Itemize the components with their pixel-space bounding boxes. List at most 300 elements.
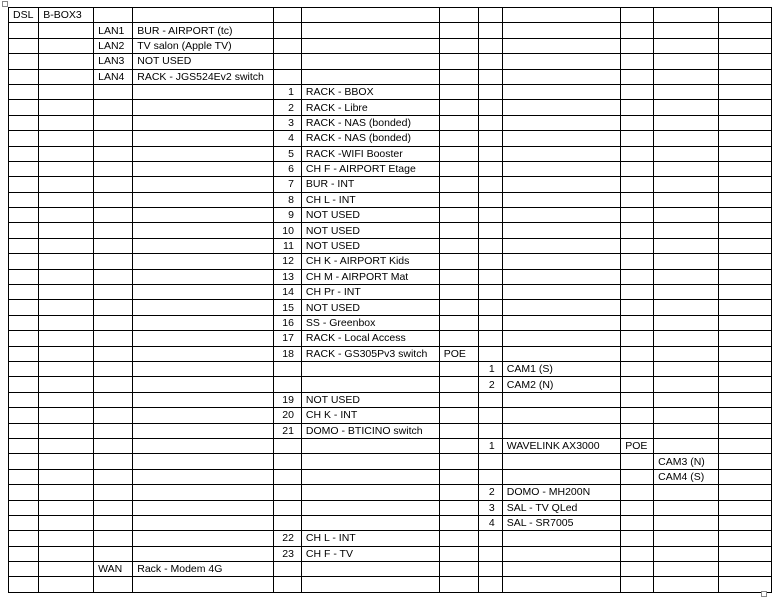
table-cell [133,131,274,146]
table-cell [654,23,719,38]
table-cell: 5 [273,146,301,161]
table-cell [478,131,502,146]
table-cell [9,469,39,484]
table-cell: 1 [478,438,502,453]
table-cell [9,254,39,269]
table-cell [9,377,39,392]
table-cell [94,192,133,207]
table-cell [439,8,478,23]
table-cell [654,485,719,500]
table-cell: BUR - INT [301,177,439,192]
table-cell [719,423,772,438]
table-row [9,100,772,115]
table-cell [94,315,133,330]
table-cell [654,223,719,238]
table-cell [719,208,772,223]
table-cell: SAL - TV QLed [502,500,620,515]
table-cell [621,54,654,69]
table-cell: 14 [273,285,301,300]
table-cell [621,408,654,423]
table-cell [654,392,719,407]
table-cell [273,469,301,484]
table-cell [39,454,94,469]
table-cell [273,377,301,392]
table-cell: CAM2 (N) [502,377,620,392]
table-cell [478,254,502,269]
table-cell [719,254,772,269]
table-cell [478,69,502,84]
table-cell [621,177,654,192]
table-cell [39,223,94,238]
table-cell [273,515,301,530]
table-cell [9,161,39,176]
table-cell [39,23,94,38]
table-cell: 4 [478,515,502,530]
table-cell [94,377,133,392]
table-cell [654,161,719,176]
table-cell [94,361,133,376]
table-cell [133,238,274,253]
table-cell [478,562,502,577]
table-cell [654,408,719,423]
table-cell [94,254,133,269]
table-cell [9,438,39,453]
table-cell [654,54,719,69]
table-cell: RACK - JGS524Ev2 switch [133,69,274,84]
table-cell [502,146,620,161]
table-cell [478,54,502,69]
table-cell [94,177,133,192]
table-cell: CH L - INT [301,531,439,546]
table-cell [478,392,502,407]
table-cell [133,515,274,530]
table-cell [502,38,620,53]
table-row [9,377,772,392]
table-cell [133,546,274,561]
table-cell [133,408,274,423]
table-cell [719,315,772,330]
table-cell [133,438,274,453]
table-cell [654,208,719,223]
table-cell [502,346,620,361]
table-cell [133,223,274,238]
table-cell [502,238,620,253]
table-cell [301,577,439,592]
table-cell [273,69,301,84]
table-cell [621,577,654,592]
table-cell [654,346,719,361]
table-cell [9,485,39,500]
table-cell [621,562,654,577]
table-cell [502,177,620,192]
table-cell [39,531,94,546]
table-cell [502,223,620,238]
table-cell [719,500,772,515]
table-cell [502,423,620,438]
table-cell [39,146,94,161]
table-row [9,408,772,423]
table-cell [9,408,39,423]
table-cell [439,331,478,346]
table-cell [439,469,478,484]
table-cell [39,192,94,207]
table-cell [719,23,772,38]
table-cell: 13 [273,269,301,284]
table-cell [94,223,133,238]
table-cell [39,269,94,284]
table-cell [39,131,94,146]
table-cell [654,8,719,23]
table-cell [478,408,502,423]
table-cell [478,177,502,192]
table-cell [133,254,274,269]
table-cell [273,485,301,500]
table-cell [502,285,620,300]
table-cell [719,285,772,300]
table-cell [502,254,620,269]
table-cell [478,146,502,161]
table-cell [502,100,620,115]
table-cell: NOT USED [301,300,439,315]
table-cell [502,577,620,592]
table-cell [133,269,274,284]
table-cell [39,438,94,453]
table-cell [9,562,39,577]
table-cell [621,23,654,38]
table-cell [654,269,719,284]
table-row [9,177,772,192]
table-cell [39,361,94,376]
table-cell [719,177,772,192]
table-cell [273,562,301,577]
table-cell [273,361,301,376]
table-cell [439,438,478,453]
table-cell [502,192,620,207]
table-cell [719,546,772,561]
table-cell [301,469,439,484]
table-cell [654,100,719,115]
table-row [9,438,772,453]
table-cell [654,146,719,161]
table-cell [94,8,133,23]
table-cell [94,346,133,361]
table-cell [502,69,620,84]
table-cell: CH M - AIRPORT Mat [301,269,439,284]
table-cell [502,408,620,423]
table-cell [94,577,133,592]
table-cell [9,177,39,192]
table-cell [39,238,94,253]
table-cell [133,423,274,438]
table-cell [654,531,719,546]
table-cell: B-BOX3 [39,8,94,23]
table-cell: 10 [273,223,301,238]
table-cell [621,392,654,407]
table-cell: RACK - NAS (bonded) [301,131,439,146]
table-cell [439,515,478,530]
table-row [9,485,772,500]
table-cell [301,8,439,23]
table-cell [39,485,94,500]
table-cell: CAM3 (N) [654,454,719,469]
table-cell [9,392,39,407]
table-cell [478,100,502,115]
table-cell [478,454,502,469]
table-cell [621,100,654,115]
table-cell [439,546,478,561]
table-cell [9,423,39,438]
table-cell [654,254,719,269]
table-cell [621,223,654,238]
table-cell: 7 [273,177,301,192]
table-cell [719,346,772,361]
table-cell [133,315,274,330]
table-cell [39,54,94,69]
table-cell: 9 [273,208,301,223]
table-row [9,238,772,253]
table-row [9,515,772,530]
table-cell [39,254,94,269]
table-cell [719,161,772,176]
table-cell [719,408,772,423]
table-cell [94,392,133,407]
table-cell [39,546,94,561]
table-cell [478,238,502,253]
table-cell [301,23,439,38]
table-cell: 1 [478,361,502,376]
table-cell: CH K - AIRPORT Kids [301,254,439,269]
table-row [9,115,772,130]
table-cell [273,500,301,515]
table-row [9,23,772,38]
table-cell [301,485,439,500]
table-cell [719,485,772,500]
table-cell [654,69,719,84]
table-cell [9,515,39,530]
table-cell [94,115,133,130]
table-cell [719,331,772,346]
table-cell [439,223,478,238]
table-cell: LAN4 [94,69,133,84]
table-row [9,346,772,361]
table-cell [654,546,719,561]
table-cell [39,331,94,346]
table-cell [9,223,39,238]
table-cell [301,361,439,376]
table-row [9,562,772,577]
table-cell: RACK -WIFI Booster [301,146,439,161]
table-cell [654,438,719,453]
table-cell [133,177,274,192]
table-cell: RACK - NAS (bonded) [301,115,439,130]
table-cell [621,269,654,284]
table-cell [654,562,719,577]
table-cell [502,269,620,284]
table-cell [9,69,39,84]
table-cell [39,408,94,423]
table-cell [478,300,502,315]
table-cell [94,408,133,423]
table-cell [439,315,478,330]
table-cell: NOT USED [301,208,439,223]
table-cell [9,577,39,592]
table-cell [94,515,133,530]
table-cell [719,146,772,161]
table-cell [478,8,502,23]
table-cell [439,146,478,161]
table-cell [39,515,94,530]
table-cell: POE [439,346,478,361]
table-cell [301,454,439,469]
table-cell: SS - Greenbox [301,315,439,330]
table-row [9,300,772,315]
table-cell: 11 [273,238,301,253]
table-cell [654,177,719,192]
table-cell [478,161,502,176]
table-cell [39,346,94,361]
table-cell: DOMO - BTICINO switch [301,423,439,438]
table-body [9,8,772,593]
table-cell: RACK - BBOX [301,84,439,99]
table-cell [654,500,719,515]
table-cell [133,192,274,207]
table-cell [9,285,39,300]
table-row [9,223,772,238]
table-cell: BUR - AIRPORT (tc) [133,23,274,38]
table-cell [94,208,133,223]
table-cell [621,423,654,438]
table-cell [439,192,478,207]
table-cell: DSL [9,8,39,23]
table-cell [478,269,502,284]
table-cell: 19 [273,392,301,407]
table-cell [621,238,654,253]
table-cell: 2 [273,100,301,115]
table-cell: 17 [273,331,301,346]
table-cell [654,300,719,315]
table-cell [439,115,478,130]
table-cell [719,454,772,469]
table-cell [9,269,39,284]
table-cell: RACK - GS305Pv3 switch [301,346,439,361]
table-cell [39,315,94,330]
table-cell [502,84,620,99]
table-cell: NOT USED [301,392,439,407]
table-cell: CH L - INT [301,192,439,207]
table-cell [502,23,620,38]
table-row [9,469,772,484]
table-row [9,500,772,515]
table-cell [719,469,772,484]
table-cell [94,485,133,500]
table-cell [478,223,502,238]
table-cell [502,161,620,176]
table-cell [439,361,478,376]
table-cell [39,562,94,577]
table-cell: 22 [273,531,301,546]
table-cell [439,300,478,315]
table-cell [273,454,301,469]
table-cell [94,100,133,115]
table-cell [439,408,478,423]
table-cell [39,577,94,592]
table-cell: SAL - SR7005 [502,515,620,530]
table-cell [273,23,301,38]
table-cell [39,285,94,300]
table-cell [439,485,478,500]
table-cell [478,23,502,38]
table-cell [621,208,654,223]
table-cell [654,361,719,376]
table-cell [94,161,133,176]
table-cell [654,192,719,207]
table-cell [133,377,274,392]
table-cell [719,38,772,53]
table-cell [39,100,94,115]
table-cell [9,315,39,330]
table-cell [9,54,39,69]
table-cell [719,8,772,23]
table-cell [719,515,772,530]
table-cell [301,54,439,69]
table-cell [133,485,274,500]
table-row [9,315,772,330]
table-row [9,546,772,561]
table-cell [654,331,719,346]
table-cell: 4 [273,131,301,146]
table-cell [94,454,133,469]
table-cell [719,377,772,392]
table-resize-handle[interactable] [761,591,767,597]
table-cell: 2 [478,377,502,392]
table-cell [478,38,502,53]
table-cell [439,577,478,592]
table-cell [654,115,719,130]
table-cell [439,377,478,392]
table-cell [719,531,772,546]
table-cell [719,392,772,407]
table-cell [502,469,620,484]
table-cell [94,531,133,546]
table-cell [621,531,654,546]
table-cell [9,208,39,223]
table-cell [133,346,274,361]
table-row [9,454,772,469]
table-cell [301,500,439,515]
table-cell [273,8,301,23]
table-row [9,69,772,84]
table-cell: NOT USED [301,238,439,253]
table-cell [502,454,620,469]
table-cell [478,546,502,561]
table-cell [478,346,502,361]
table-cell [621,377,654,392]
table-cell: DOMO - MH200N [502,485,620,500]
table-row [9,131,772,146]
table-cell: 21 [273,423,301,438]
table-cell: 2 [478,485,502,500]
table-cell [502,208,620,223]
table-cell [9,331,39,346]
table-cell: LAN3 [94,54,133,69]
table-cell [273,438,301,453]
table-row [9,84,772,99]
table-cell [719,115,772,130]
table-cell [133,454,274,469]
table-row [9,146,772,161]
table-cell [94,423,133,438]
table-cell [439,208,478,223]
